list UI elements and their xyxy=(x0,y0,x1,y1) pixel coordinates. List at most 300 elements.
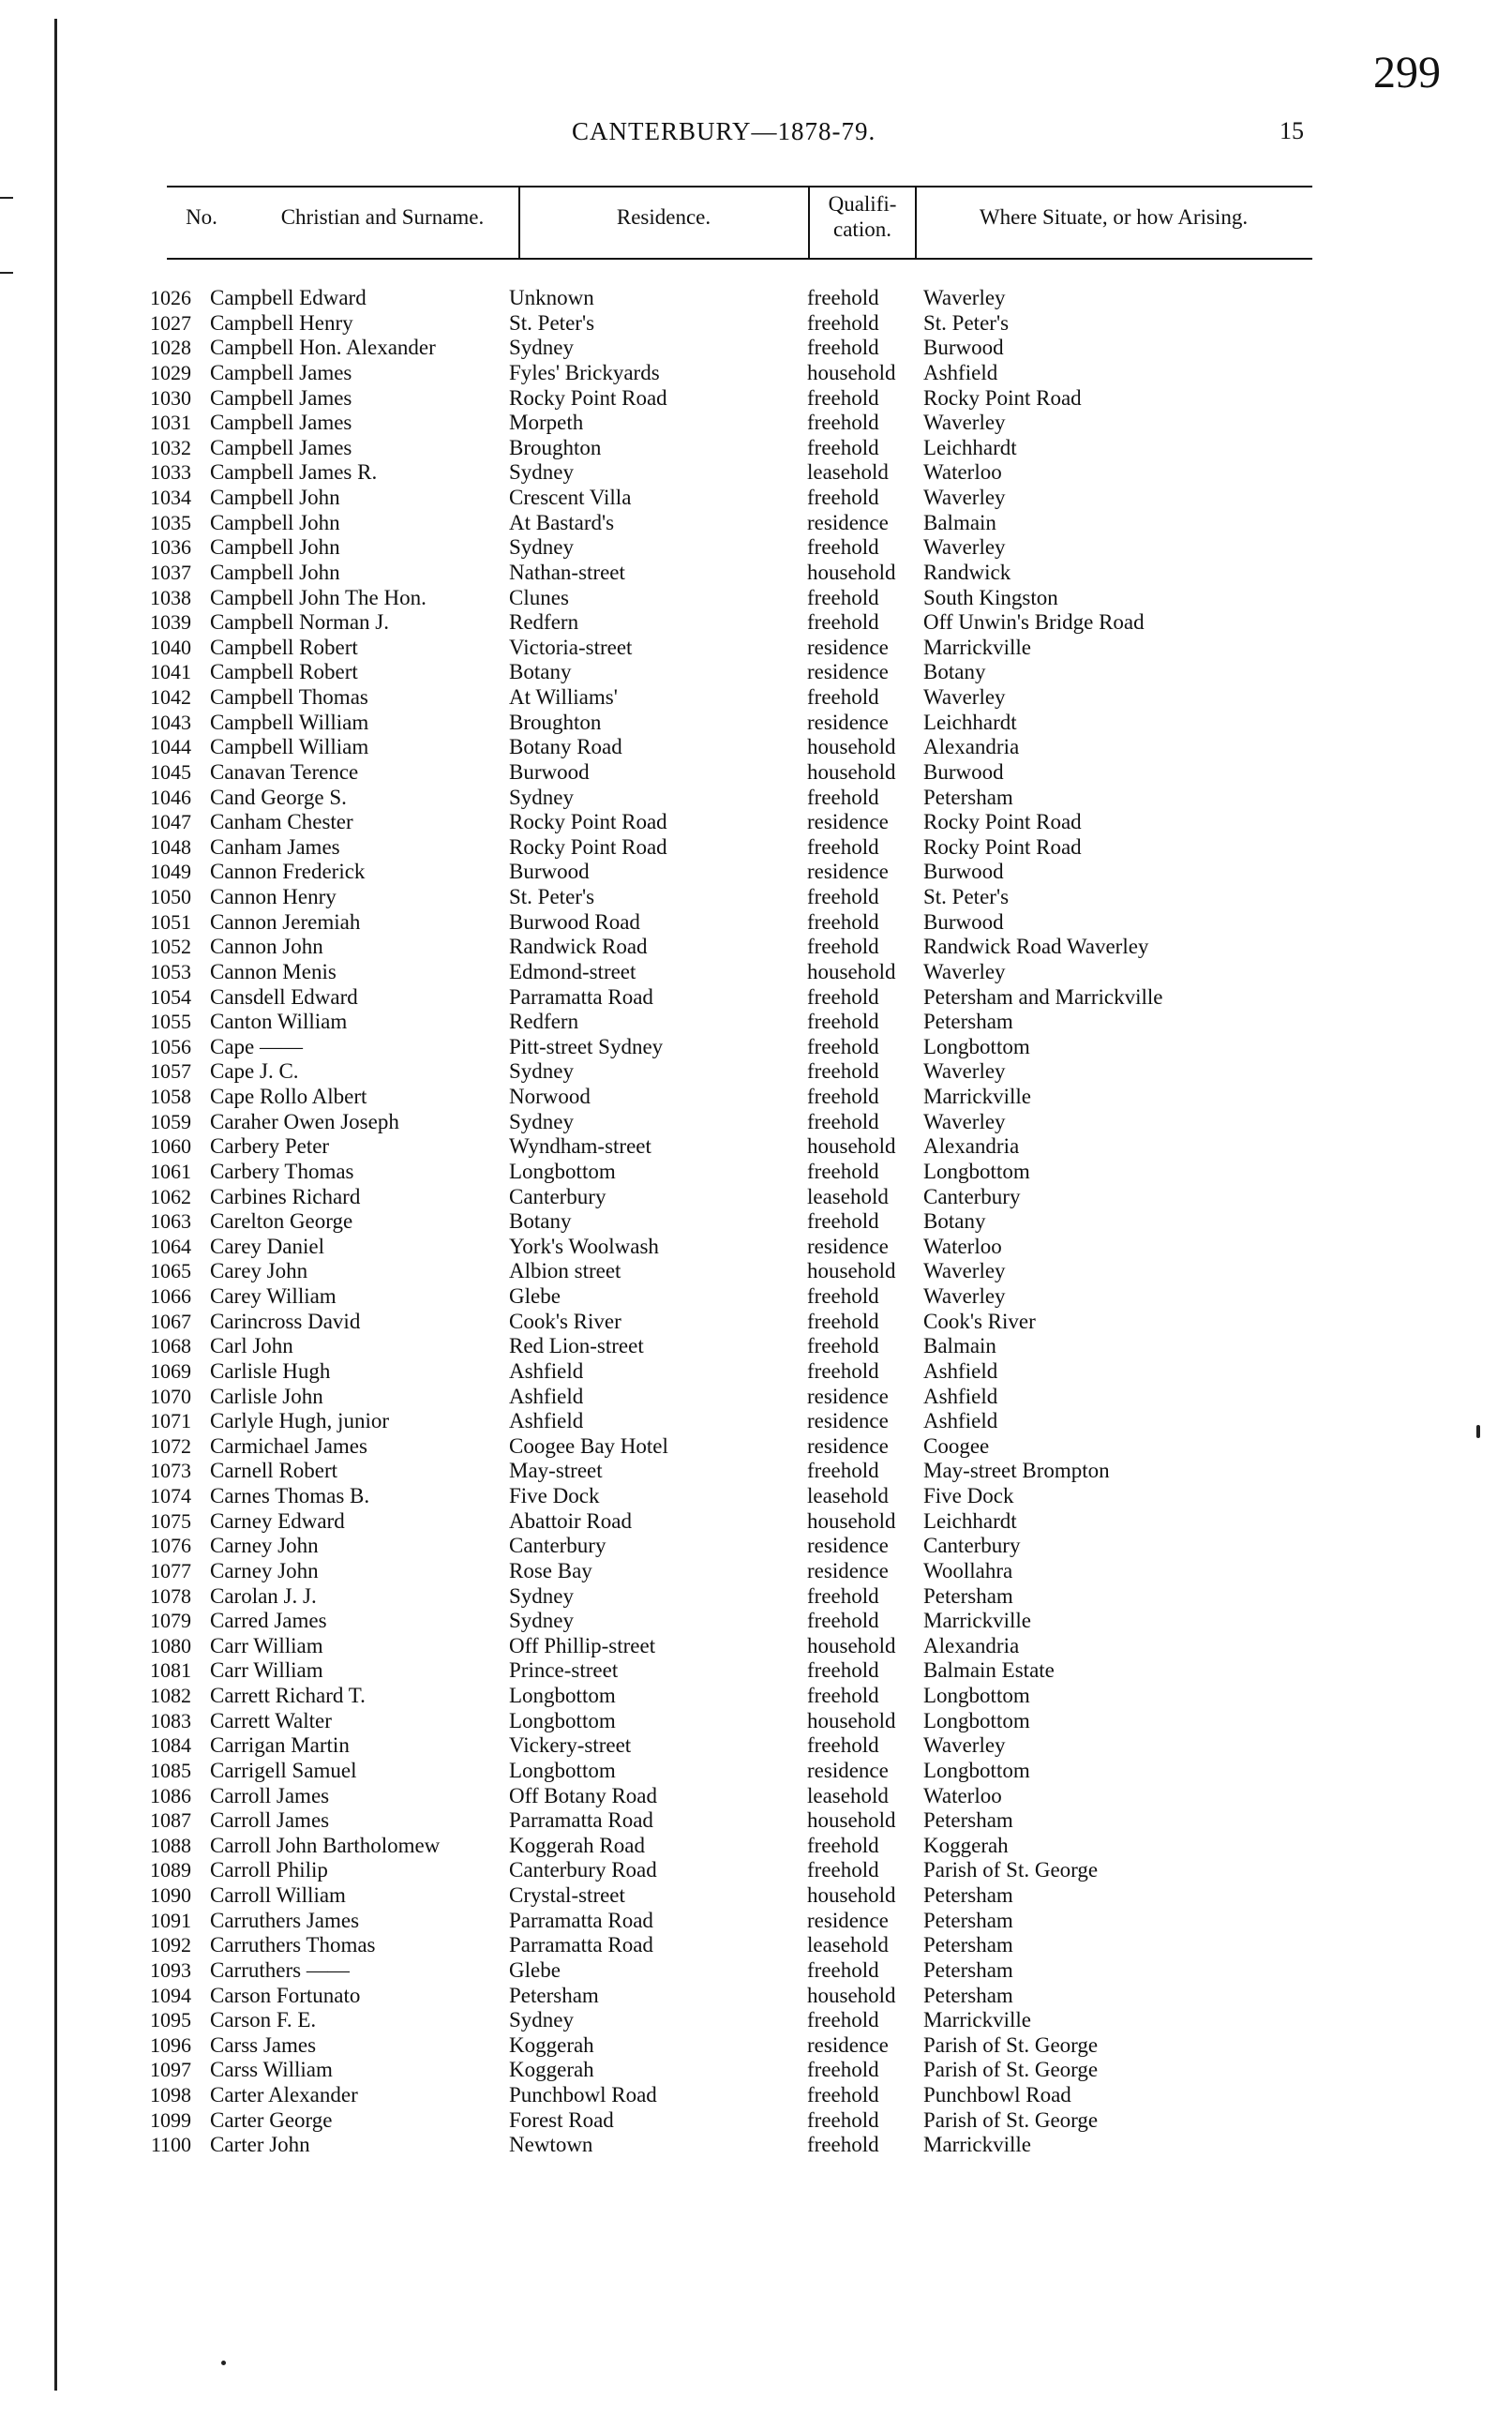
where-situate: Coogee xyxy=(923,1433,990,1458)
where-situate: Five Dock xyxy=(923,1484,1014,1507)
qualification: freehold xyxy=(807,610,879,635)
residence: Off Phillip-street xyxy=(509,1633,656,1657)
residence: Prince-street xyxy=(509,1658,619,1683)
elector-name: Carss James xyxy=(210,2032,317,2057)
entry-number: 1032 xyxy=(150,435,191,459)
qualification: freehold xyxy=(807,1833,879,1857)
qualification: freehold xyxy=(807,310,879,335)
qualification: freehold xyxy=(807,1459,879,1483)
qualification: leasehold xyxy=(807,1184,889,1208)
entry-number: 1075 xyxy=(150,1508,191,1533)
where-situate: Leichhardt xyxy=(923,1508,1017,1533)
where-situate: Waverley xyxy=(923,486,1006,509)
qualification: freehold xyxy=(807,1583,879,1608)
elector-name: Cannon Henry xyxy=(210,885,337,908)
entry-number: 1048 xyxy=(150,834,191,859)
where-situate: Petersham and Marrickville xyxy=(923,984,1163,1009)
elector-name: Carbines Richard xyxy=(210,1184,361,1208)
qualification: freehold xyxy=(807,1733,879,1758)
qualification: household xyxy=(807,1708,896,1732)
entry-number: 1088 xyxy=(150,1833,191,1857)
table-row xyxy=(0,1185,1512,1210)
where-situate: Parish of St. George xyxy=(923,2058,1099,2082)
where-situate: Alexandria xyxy=(923,1633,1020,1657)
entry-number: 1071 xyxy=(150,1409,191,1433)
qualification: freehold xyxy=(807,385,879,410)
residence: Rocky Point Road xyxy=(509,810,667,834)
elector-name: Cannon John xyxy=(210,935,323,959)
residence: Broughton xyxy=(509,435,602,459)
qualification: residence xyxy=(807,1384,889,1408)
qualification: residence xyxy=(807,1758,889,1782)
elector-name: Cannon Menis xyxy=(210,959,337,983)
table-row xyxy=(0,2133,1512,2158)
residence: Botany xyxy=(509,660,572,684)
entry-number: 1030 xyxy=(150,385,191,410)
where-situate: Waverley xyxy=(923,535,1006,560)
qualification: freehold xyxy=(807,935,879,959)
table-row xyxy=(0,1909,1512,1934)
residence: Fyles' Brickyards xyxy=(509,360,660,384)
elector-name: Carey Daniel xyxy=(210,1234,324,1258)
where-situate: Marrickville xyxy=(923,1085,1031,1108)
table-row xyxy=(0,1733,1512,1759)
residence: Botany xyxy=(509,1209,572,1234)
where-situate: Waverley xyxy=(923,1109,1006,1133)
elector-name: Carmichael James xyxy=(210,1433,367,1458)
entry-number: 1043 xyxy=(150,710,191,734)
entry-number: 1047 xyxy=(150,810,191,834)
qualification: freehold xyxy=(807,909,879,934)
entry-number: 1094 xyxy=(150,1983,191,2007)
elector-list xyxy=(0,286,1512,2158)
entry-number: 1061 xyxy=(150,1159,191,1183)
residence: Crystal-street xyxy=(509,1883,625,1907)
elector-name: Carney Edward xyxy=(210,1508,345,1533)
qualification: freehold xyxy=(807,1858,879,1882)
entry-number: 1077 xyxy=(150,1558,191,1582)
elector-name: Campbell Robert xyxy=(210,660,358,684)
table-row xyxy=(0,2008,1512,2033)
residence: Longbottom xyxy=(509,1159,616,1183)
table-row xyxy=(0,336,1512,361)
qualification: freehold xyxy=(807,336,879,360)
residence: Norwood xyxy=(509,1085,591,1108)
table-row xyxy=(0,1010,1512,1035)
entry-number: 1078 xyxy=(150,1583,191,1608)
qualification: residence xyxy=(807,710,889,734)
where-situate: Marrickville xyxy=(923,2133,1031,2157)
elector-name: Campbell Edward xyxy=(210,286,367,309)
table-row xyxy=(0,860,1512,885)
where-situate: Koggerah xyxy=(923,1833,1009,1857)
qualification: freehold xyxy=(807,1010,879,1034)
table-row xyxy=(0,1134,1512,1160)
residence: Pitt-street Sydney xyxy=(509,1034,664,1058)
qualification: freehold xyxy=(807,1609,879,1633)
entry-number: 1049 xyxy=(150,860,191,884)
where-situate: Burwood xyxy=(923,759,1004,784)
where-situate: Petersham xyxy=(923,1957,1013,1982)
entry-number: 1090 xyxy=(150,1883,191,1907)
where-situate: Marrickville xyxy=(923,635,1031,659)
entry-number: 1098 xyxy=(150,2083,191,2107)
qualification: freehold xyxy=(807,2107,879,2132)
qualification: freehold xyxy=(807,2058,879,2082)
header-top-rule xyxy=(167,186,1312,187)
page-number: 299 xyxy=(1373,48,1441,97)
elector-name: Canavan Terence xyxy=(210,759,359,784)
table-row xyxy=(0,486,1512,511)
table-row xyxy=(0,460,1512,486)
where-situate: Ashfield xyxy=(923,1384,998,1408)
elector-name: Campbell John xyxy=(210,560,340,584)
table-row xyxy=(0,1110,1512,1135)
residence: Redfern xyxy=(509,1010,579,1034)
entry-number: 1096 xyxy=(150,2032,191,2057)
qualification: freehold xyxy=(807,486,879,509)
residence: Nathan-street xyxy=(509,560,625,584)
qualification: residence xyxy=(807,510,889,534)
elector-name: Carlisle Hugh xyxy=(210,1358,331,1383)
elector-name: Carruthers Thomas xyxy=(210,1933,376,1957)
elector-name: Carney John xyxy=(210,1558,319,1582)
residence: Sydney xyxy=(509,336,574,360)
where-situate: Cook's River xyxy=(923,1309,1036,1333)
entry-number: 1045 xyxy=(150,759,191,784)
table-row xyxy=(0,1085,1512,1110)
residence: Ashfield xyxy=(509,1409,584,1433)
where-situate: Marrickville xyxy=(923,1609,1031,1633)
elector-name: Carr William xyxy=(210,1658,323,1683)
qualification: household xyxy=(807,1134,896,1159)
residence: Koggerah xyxy=(509,2032,594,2057)
entry-number: 1087 xyxy=(150,1808,191,1833)
where-situate: Balmain xyxy=(923,1334,996,1358)
where-situate: Parish of St. George xyxy=(923,1858,1099,1882)
residence: Cook's River xyxy=(509,1309,621,1333)
table-row xyxy=(0,1883,1512,1909)
table-row xyxy=(0,1059,1512,1085)
where-situate: Petersham xyxy=(923,1010,1013,1034)
residence: May-street xyxy=(509,1459,603,1483)
where-situate: Alexandria xyxy=(923,735,1020,759)
qualification: freehold xyxy=(807,1334,879,1358)
entry-number: 1100 xyxy=(150,2133,191,2157)
residence: Canterbury xyxy=(509,1184,606,1208)
table-row xyxy=(0,561,1512,586)
where-situate: Waverley xyxy=(923,1059,1006,1084)
elector-name: Carroll William xyxy=(210,1883,346,1907)
qualification: residence xyxy=(807,810,889,834)
residence: Wyndham-street xyxy=(509,1134,651,1159)
stray-mark xyxy=(1476,1425,1480,1438)
residence: Sydney xyxy=(509,1609,574,1633)
qualification: freehold xyxy=(807,1085,879,1108)
residence: Unknown xyxy=(509,286,594,309)
elector-name: Carruthers James xyxy=(210,1908,360,1932)
qualification: residence xyxy=(807,635,889,659)
table-row xyxy=(0,1459,1512,1484)
table-row xyxy=(0,1584,1512,1610)
residence: Sydney xyxy=(509,785,574,809)
entry-number: 1062 xyxy=(150,1184,191,1208)
table-row xyxy=(0,885,1512,910)
elector-name: Campbell James R. xyxy=(210,460,378,485)
entry-number: 1031 xyxy=(150,411,191,435)
residence: St. Peter's xyxy=(509,885,595,908)
where-situate: Petersham xyxy=(923,1908,1013,1932)
where-situate: Longbottom xyxy=(923,1708,1030,1732)
where-situate: Waterloo xyxy=(923,1234,1002,1258)
header-name: Christian and Surname. xyxy=(280,205,485,229)
qualification: freehold xyxy=(807,685,879,709)
entry-number: 1065 xyxy=(150,1259,191,1283)
entry-number: 1057 xyxy=(150,1059,191,1084)
table-row xyxy=(0,386,1512,412)
entry-number: 1089 xyxy=(150,1858,191,1882)
qualification: residence xyxy=(807,660,889,684)
table-row xyxy=(0,1359,1512,1385)
entry-number: 1093 xyxy=(150,1957,191,1982)
header-bottom-rule xyxy=(167,258,1312,260)
table-row xyxy=(0,935,1512,960)
qualification: freehold xyxy=(807,1159,879,1183)
qualification: household xyxy=(807,1883,896,1907)
residence: Rose Bay xyxy=(509,1558,592,1582)
table-row xyxy=(0,1808,1512,1834)
entry-number: 1068 xyxy=(150,1334,191,1358)
residence: Newtown xyxy=(509,2133,593,2157)
qualification: freehold xyxy=(807,785,879,809)
table-row xyxy=(0,960,1512,985)
elector-name: Campbell William xyxy=(210,710,369,734)
where-situate: Alexandria xyxy=(923,1134,1020,1159)
entry-number: 1067 xyxy=(150,1309,191,1333)
where-situate: Off Unwin's Bridge Road xyxy=(923,610,1145,635)
entry-number: 1040 xyxy=(150,635,191,659)
entry-number: 1060 xyxy=(150,1134,191,1159)
table-row xyxy=(0,735,1512,760)
table-header xyxy=(167,186,1312,261)
where-situate: Petersham xyxy=(923,1583,1013,1608)
table-row xyxy=(0,511,1512,536)
residence: Five Dock xyxy=(509,1484,600,1507)
qualification: freehold xyxy=(807,1957,879,1982)
header-no: No. xyxy=(186,205,217,229)
elector-name: Carincross David xyxy=(210,1309,361,1333)
entry-number: 1055 xyxy=(150,1010,191,1034)
residence: Victoria-street xyxy=(509,635,633,659)
entry-number: 1076 xyxy=(150,1534,191,1558)
binding-tick xyxy=(0,197,13,199)
residence: Sydney xyxy=(509,535,574,560)
elector-name: Cape J. C. xyxy=(210,1059,299,1084)
entry-number: 1037 xyxy=(150,560,191,584)
table-row xyxy=(0,361,1512,386)
elector-name: Cand George S. xyxy=(210,785,347,809)
entry-number: 1081 xyxy=(150,1658,191,1683)
entry-number: 1064 xyxy=(150,1234,191,1258)
entry-number: 1097 xyxy=(150,2058,191,2082)
binding-tick xyxy=(0,272,13,274)
entry-number: 1063 xyxy=(150,1209,191,1234)
qualification: leasehold xyxy=(807,1484,889,1507)
entry-number: 1069 xyxy=(150,1358,191,1383)
table-row xyxy=(0,1684,1512,1709)
table-row xyxy=(0,1958,1512,1984)
entry-number: 1083 xyxy=(150,1708,191,1732)
residence: Ashfield xyxy=(509,1384,584,1408)
table-row xyxy=(0,636,1512,661)
table-row xyxy=(0,1484,1512,1509)
where-situate: Ashfield xyxy=(923,360,998,384)
qualification: leasehold xyxy=(807,460,889,485)
where-situate: Waverley xyxy=(923,1259,1006,1283)
where-situate: Canterbury xyxy=(923,1534,1021,1558)
where-situate: Punchbowl Road xyxy=(923,2083,1071,2107)
table-row xyxy=(0,436,1512,461)
residence: Rocky Point Road xyxy=(509,385,667,410)
elector-name: Campbell James xyxy=(210,385,352,410)
table-row xyxy=(0,1310,1512,1335)
qualification: freehold xyxy=(807,885,879,908)
table-row xyxy=(0,1658,1512,1684)
table-row xyxy=(0,786,1512,811)
residence: Burwood Road xyxy=(509,909,640,934)
qualification: household xyxy=(807,1808,896,1833)
elector-name: Campbell William xyxy=(210,735,369,759)
elector-name: Canham James xyxy=(210,834,340,859)
qualification: leasehold xyxy=(807,1933,889,1957)
table-row xyxy=(0,1209,1512,1235)
qualification: household xyxy=(807,1633,896,1657)
entry-number: 1054 xyxy=(150,984,191,1009)
elector-name: Carrett Walter xyxy=(210,1708,332,1732)
elector-name: Carruthers —— xyxy=(210,1957,350,1982)
elector-name: Campbell John xyxy=(210,535,340,560)
entry-number: 1052 xyxy=(150,935,191,959)
residence: Sydney xyxy=(509,460,574,485)
elector-name: Caraher Owen Joseph xyxy=(210,1109,399,1133)
stray-mark xyxy=(221,2361,226,2365)
where-situate: Waverley xyxy=(923,1733,1006,1758)
elector-name: Carlyle Hugh, junior xyxy=(210,1409,389,1433)
where-situate: St. Peter's xyxy=(923,885,1010,908)
table-row xyxy=(0,286,1512,311)
residence: Canterbury Road xyxy=(509,1858,657,1882)
where-situate: Marrickville xyxy=(923,2008,1031,2032)
qualification: freehold xyxy=(807,535,879,560)
where-situate: Longbottom xyxy=(923,1034,1030,1058)
where-situate: Longbottom xyxy=(923,1159,1030,1183)
header-qualification xyxy=(812,191,913,242)
residence: Ashfield xyxy=(509,1358,584,1383)
table-row xyxy=(0,1035,1512,1060)
where-situate: Balmain Estate xyxy=(923,1658,1055,1683)
elector-name: Campbell Norman J. xyxy=(210,610,389,635)
elector-name: Carson Fortunato xyxy=(210,1983,361,2007)
where-situate: Rocky Point Road xyxy=(923,385,1082,410)
residence: Koggerah xyxy=(509,2058,594,2082)
where-situate: Parish of St. George xyxy=(923,2107,1099,2132)
qualification: residence xyxy=(807,1908,889,1932)
entry-number: 1095 xyxy=(150,2008,191,2032)
qualification: freehold xyxy=(807,1284,879,1308)
elector-name: Carr William xyxy=(210,1633,323,1657)
residence: Canterbury xyxy=(509,1534,606,1558)
where-situate: Longbottom xyxy=(923,1758,1030,1782)
qualification: freehold xyxy=(807,1034,879,1058)
where-situate: Petersham xyxy=(923,785,1013,809)
table-row xyxy=(0,1709,1512,1734)
table-row xyxy=(0,1160,1512,1185)
entry-number: 1099 xyxy=(150,2107,191,2132)
entry-number: 1053 xyxy=(150,959,191,983)
elector-name: Cansdell Edward xyxy=(210,984,358,1009)
where-situate: Randwick xyxy=(923,560,1011,584)
elector-name: Cape Rollo Albert xyxy=(210,1085,367,1108)
where-situate: Leichhardt xyxy=(923,710,1017,734)
qualification: household xyxy=(807,735,896,759)
table-row xyxy=(0,2083,1512,2108)
entry-number: 1044 xyxy=(150,735,191,759)
entry-number: 1041 xyxy=(150,660,191,684)
table-row xyxy=(0,1834,1512,1859)
entry-number: 1035 xyxy=(150,510,191,534)
qualification: freehold xyxy=(807,286,879,309)
where-situate: South Kingston xyxy=(923,585,1058,609)
residence: Longbottom xyxy=(509,1708,616,1732)
elector-name: Carl John xyxy=(210,1334,293,1358)
where-situate: Botany xyxy=(923,660,986,684)
elector-name: Campbell John xyxy=(210,510,340,534)
residence: St. Peter's xyxy=(509,310,595,335)
elector-name: Cape —— xyxy=(210,1034,304,1058)
table-row xyxy=(0,1933,1512,1958)
residence: York's Woolwash xyxy=(509,1234,659,1258)
where-situate: May-street Brompton xyxy=(923,1459,1110,1483)
table-row xyxy=(0,1509,1512,1535)
qualification: freehold xyxy=(807,1059,879,1084)
residence: Parramatta Road xyxy=(509,1933,653,1957)
qualification: residence xyxy=(807,1558,889,1582)
where-situate: Balmain xyxy=(923,510,996,534)
residence: Glebe xyxy=(509,1284,561,1308)
where-situate: Waterloo xyxy=(923,460,1002,485)
qualification: household xyxy=(807,1508,896,1533)
entry-number: 1039 xyxy=(150,610,191,635)
where-situate: Petersham xyxy=(923,1808,1013,1833)
table-row xyxy=(0,411,1512,436)
residence: Edmond-street xyxy=(509,959,636,983)
entry-number: 1034 xyxy=(150,486,191,509)
residence: Redfern xyxy=(509,610,579,635)
residence: Red Lion-street xyxy=(509,1334,644,1358)
elector-name: Campbell Robert xyxy=(210,635,358,659)
residence: Sydney xyxy=(509,1109,574,1133)
residence: Coogee Bay Hotel xyxy=(509,1433,668,1458)
elector-name: Campbell John The Hon. xyxy=(210,585,427,609)
entry-number: 1072 xyxy=(150,1433,191,1458)
elector-name: Campbell James xyxy=(210,435,352,459)
elector-name: Campbell Thomas xyxy=(210,685,368,709)
residence: Albion street xyxy=(509,1259,621,1283)
qualification: freehold xyxy=(807,834,879,859)
entry-number: 1085 xyxy=(150,1758,191,1782)
where-situate: Waverley xyxy=(923,959,1006,983)
residence: Broughton xyxy=(509,710,602,734)
